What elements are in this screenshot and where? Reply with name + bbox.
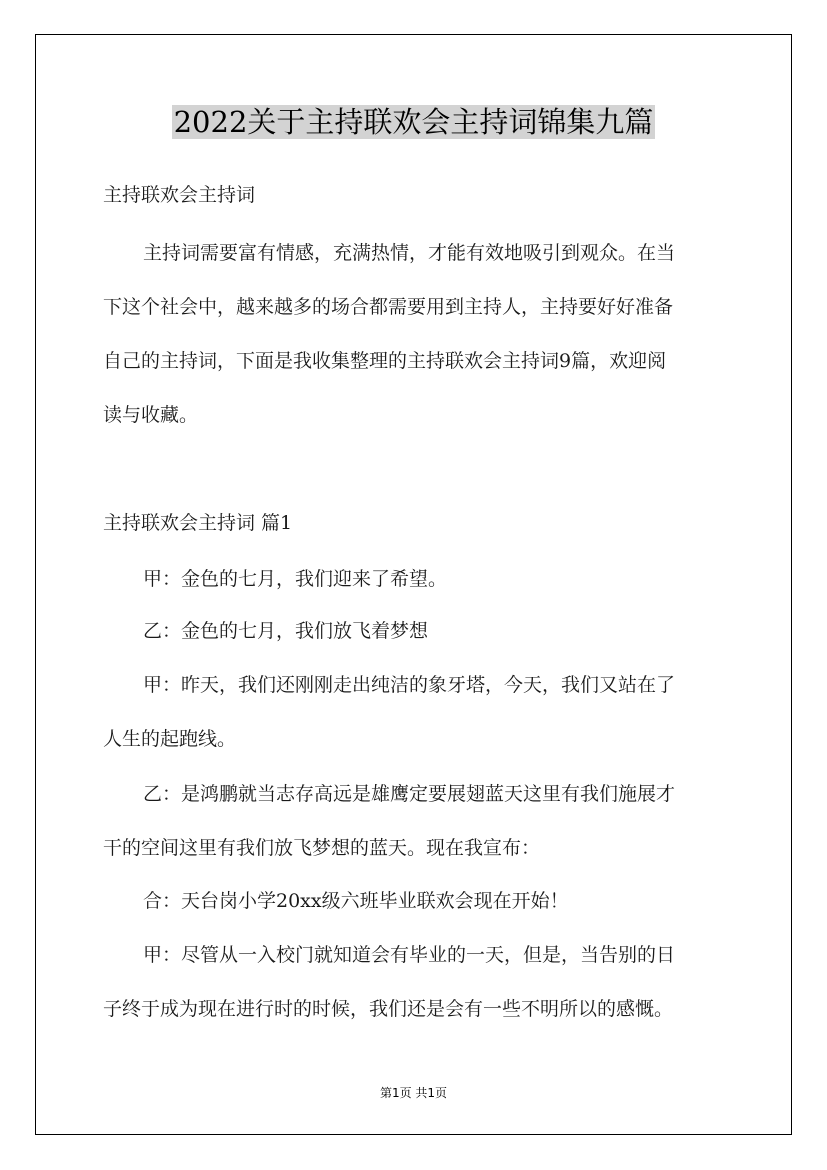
document-title: 2022关于主持联欢会主持词锦集九篇 [173,105,654,139]
dialogue-line-1: 甲：金色的七月，我们迎来了希望。 [143,568,448,590]
dialogue-line-6a: 甲：尽管从一入校门就知道会有毕业的一天，但是，当告别的日 [143,944,676,966]
dialogue-line-3b: 人生的起跑线。 [103,728,237,750]
chapter-heading: 主持联欢会主持词 篇1 [103,512,293,534]
section-heading: 主持联欢会主持词 [103,184,256,206]
dialogue-line-4b: 干的空间这里有我们放飞梦想的蓝天。现在我宣布： [103,837,541,859]
intro-line-4: 读与收藏。 [103,404,199,426]
dialogue-line-2: 乙：金色的七月，我们放飞着梦想 [143,620,429,642]
intro-line-3: 自己的主持词，下面是我收集整理的主持联欢会主持词9篇，欢迎阅 [103,350,667,372]
dialogue-line-3a: 甲：昨天，我们还刚刚走出纯洁的象牙塔，今天，我们又站在了 [143,674,676,696]
dialogue-line-4a: 乙：是鸿鹏就当志存高远是雄鹰定要展翅蓝天这里有我们施展才 [143,783,676,805]
intro-line-2: 下这个社会中，越来越多的场合都需要用到主持人，主持要好好准备 [103,296,674,318]
dialogue-line-6b: 子终于成为现在进行时的时候，我们还是会有一些不明所以的感慨。 [103,998,674,1020]
intro-line-1: 主持词需要富有情感，充满热情，才能有效地吸引到观众。在当 [143,242,676,264]
dialogue-line-5: 合：天台岗小学20xx级六班毕业联欢会现在开始！ [143,890,569,912]
page-number-footer: 第1页 共1页 [379,1086,448,1100]
